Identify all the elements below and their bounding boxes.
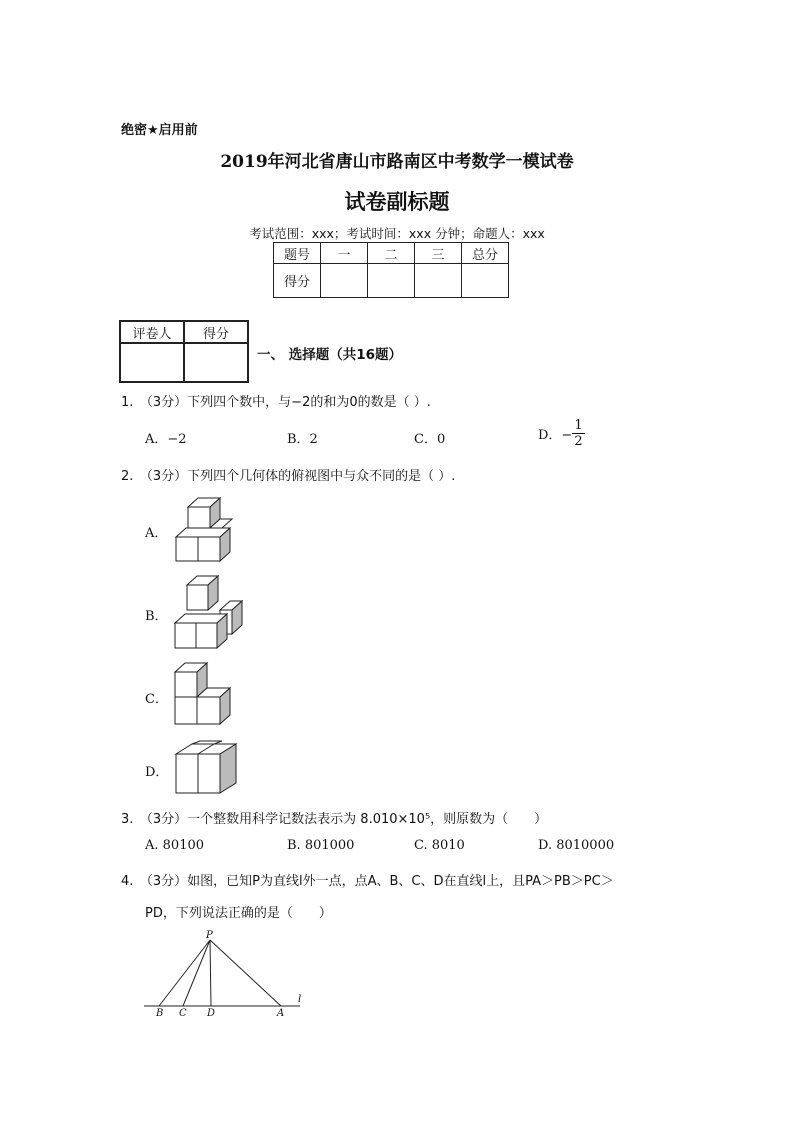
question-3-text: 3. （3分）一个整数用科学记数法表示为 8.010×10⁵，则原数为（ ） bbox=[121, 812, 548, 827]
label-p: P bbox=[206, 930, 213, 941]
q3-option-c: C. 8010 bbox=[414, 838, 465, 853]
point-line-figure bbox=[140, 928, 320, 1020]
q1-option-a: A．−2 bbox=[145, 432, 187, 447]
grader-header-cell: 得分 bbox=[184, 321, 248, 343]
score-cell bbox=[368, 264, 415, 298]
label-c: C bbox=[179, 1008, 187, 1019]
score-header-cell: 三 bbox=[415, 243, 462, 264]
grader-cell bbox=[184, 343, 248, 382]
grader-header-cell: 评卷人 bbox=[120, 321, 184, 343]
label-a: A bbox=[277, 1008, 285, 1019]
q1-option-d-fraction bbox=[572, 418, 584, 449]
cube-figure-c bbox=[170, 660, 242, 728]
exam-title: 2019年河北省唐山市路南区中考数学一模试卷 bbox=[220, 152, 574, 172]
segment-pb bbox=[159, 940, 210, 1006]
exam-info: 考试范围：xxx；考试时间：xxx 分钟；命题人：xxx bbox=[249, 226, 545, 241]
score-cell bbox=[415, 264, 462, 298]
segment-pa bbox=[210, 940, 281, 1006]
question-2-text: 2. （3分）下列四个几何体的俯视图中与众不同的是（ ）. bbox=[121, 469, 456, 484]
q3-option-b: B. 801000 bbox=[287, 838, 355, 853]
score-header-cell: 题号 bbox=[274, 243, 321, 264]
fraction-denominator: 2 bbox=[574, 434, 583, 449]
grader-cell bbox=[120, 343, 184, 382]
score-cell bbox=[462, 264, 509, 298]
segment-pd bbox=[210, 940, 211, 1006]
score-header-cell: 总分 bbox=[462, 243, 509, 264]
score-header-cell: 二 bbox=[368, 243, 415, 264]
section-heading: 一、 选择题（共16题） bbox=[257, 347, 402, 363]
q3-option-a: A. 80100 bbox=[145, 838, 205, 853]
cube-figure-a bbox=[170, 490, 240, 565]
cube-figure-b bbox=[170, 573, 250, 651]
q1-option-d-prefix: D．− bbox=[538, 428, 573, 443]
cube-figure-d bbox=[170, 738, 242, 796]
question-4-text-cont: PD，下列说法正确的是（ ） bbox=[145, 906, 332, 921]
q1-option-d bbox=[538, 418, 585, 449]
score-table bbox=[273, 242, 509, 298]
fraction-numerator: 1 bbox=[574, 418, 583, 433]
q2-option-d: D． bbox=[145, 765, 169, 780]
q2-option-b: B． bbox=[145, 609, 168, 624]
q2-option-a: A． bbox=[145, 526, 168, 541]
q1-option-c: C．0 bbox=[414, 432, 446, 447]
q3-option-d: D. 8010000 bbox=[538, 838, 615, 853]
score-header-cell: 一 bbox=[321, 243, 368, 264]
label-d: D bbox=[207, 1008, 216, 1019]
question-4-text: 4. （3分）如图，已知P为直线l外一点，点A、B、C、D在直线l上，且PA＞PB＞PC＞ bbox=[121, 874, 614, 889]
grader-table bbox=[119, 320, 249, 383]
score-row-label: 得分 bbox=[274, 264, 321, 298]
confidential-label: 绝密★启用前 bbox=[121, 123, 198, 138]
question-1-text: 1. （3分）下列四个数中，与−2的和为0的数是（ ）. bbox=[121, 395, 431, 410]
q1-option-b: B．2 bbox=[287, 432, 318, 447]
score-cell bbox=[321, 264, 368, 298]
label-l: l bbox=[298, 994, 302, 1005]
q2-option-c: C． bbox=[145, 692, 168, 707]
segment-pc bbox=[183, 940, 210, 1006]
label-b: B bbox=[156, 1008, 164, 1019]
exam-subtitle: 试卷副标题 bbox=[344, 190, 450, 214]
